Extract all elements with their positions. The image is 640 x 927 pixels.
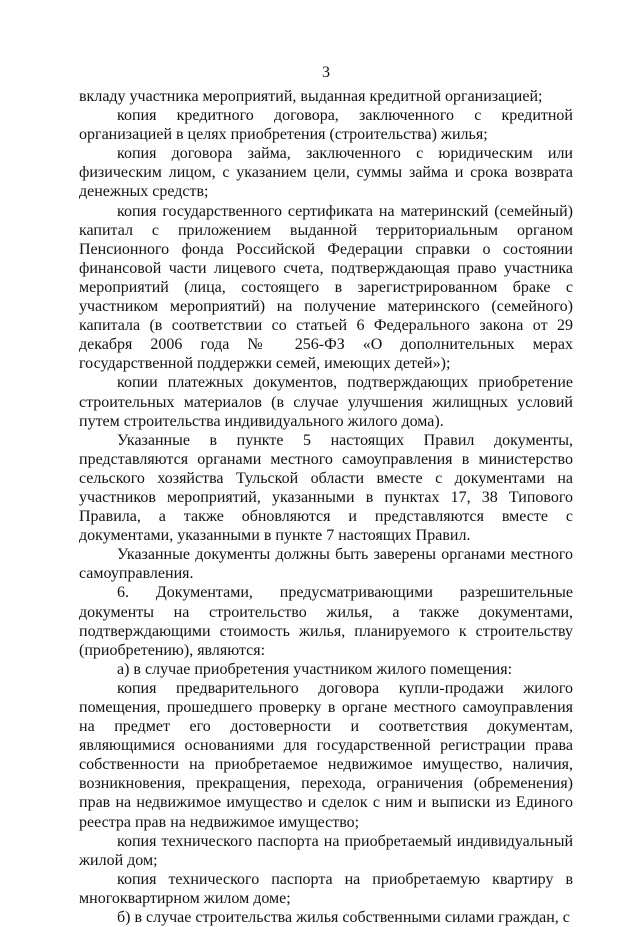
paragraph: копия технического паспорта на приобретаемый индивидуальный жилой дом; <box>79 832 573 869</box>
document-body <box>79 87 573 927</box>
paragraph: 6. Документами, предусматривающими разрешительные документы на строительство жилья, а также документами, подтверждающими стоимость жилья, планируемого к строительству (приобретению), являются: <box>79 584 573 659</box>
paragraph: копии платежных документов, подтверждающих приобретение строительных материалов (в случае улучшения жилищных условий путем строительства индивидуального жилого дома). <box>79 374 573 430</box>
paragraph: копия предварительного договора купли-продажи жилого помещения, прошедшего проверку в органе местного самоуправления на предмет его достоверности и соответствия документам, являющимися основаниями для государственной регистрации права собственности на приобретаемое недвижимое имущество, наличия, возникновения, прекращения, перехода, ограничения (обременения) прав на недвижимое имущество и сделок с ним и выписки из Единого реестра прав на недвижимое имущество; <box>79 679 573 831</box>
paragraph: Указанные документы должны быть заверены органами местного самоуправления. <box>79 546 573 583</box>
paragraph: копия договора займа, заключенного с юридическим или физическим лицом, с указанием цели, суммы займа и срока возврата денежных средств; <box>79 145 573 201</box>
paragraph: б) в случае строительства жилья собственными силами граждан, с <box>117 909 570 927</box>
document-page <box>79 0 573 927</box>
paragraph: вкладу участника мероприятий, выданная кредитной организацией; <box>79 88 543 105</box>
paragraph: Указанные в пункте 5 настоящих Правил документы, представляются органами местного самоуправления в министерство сельского хозяйства Тульской области вместе с документами на участников мероприятий, указанными в пунктах 17, 38 Типового Правила, а также обновляются и представляются вместе с документами, указанными в пункте 7 настоящих Правил. <box>79 431 573 545</box>
paragraph: копия государственного сертификата на материнский (семейный) капитал с приложением выданной территориальным органом Пенсионного фонда Российской Федерации справки о состоянии финансовой части лицевого счета, подтверждающая право участника мероприятий (лица, состоящего в зарегистрированном браке с участником мероприятий) на получение материнского (семейного) капитала (в соответствии со статьей 6 Федерального закона от 29 декабря 2006 года № 256-ФЗ «О дополнительных мерах государственной поддержки семей, имеющих детей»); <box>79 202 573 373</box>
paragraph: копия технического паспорта на приобретаемую квартиру в многоквартирном жилом доме; <box>79 870 573 907</box>
paragraph: а) в случае приобретения участником жилого помещения: <box>117 660 513 678</box>
paragraph: копия кредитного договора, заключенного с кредитной организацией в целях приобретения (строительства) жилья; <box>79 107 573 144</box>
page-number: 3 <box>322 64 330 81</box>
